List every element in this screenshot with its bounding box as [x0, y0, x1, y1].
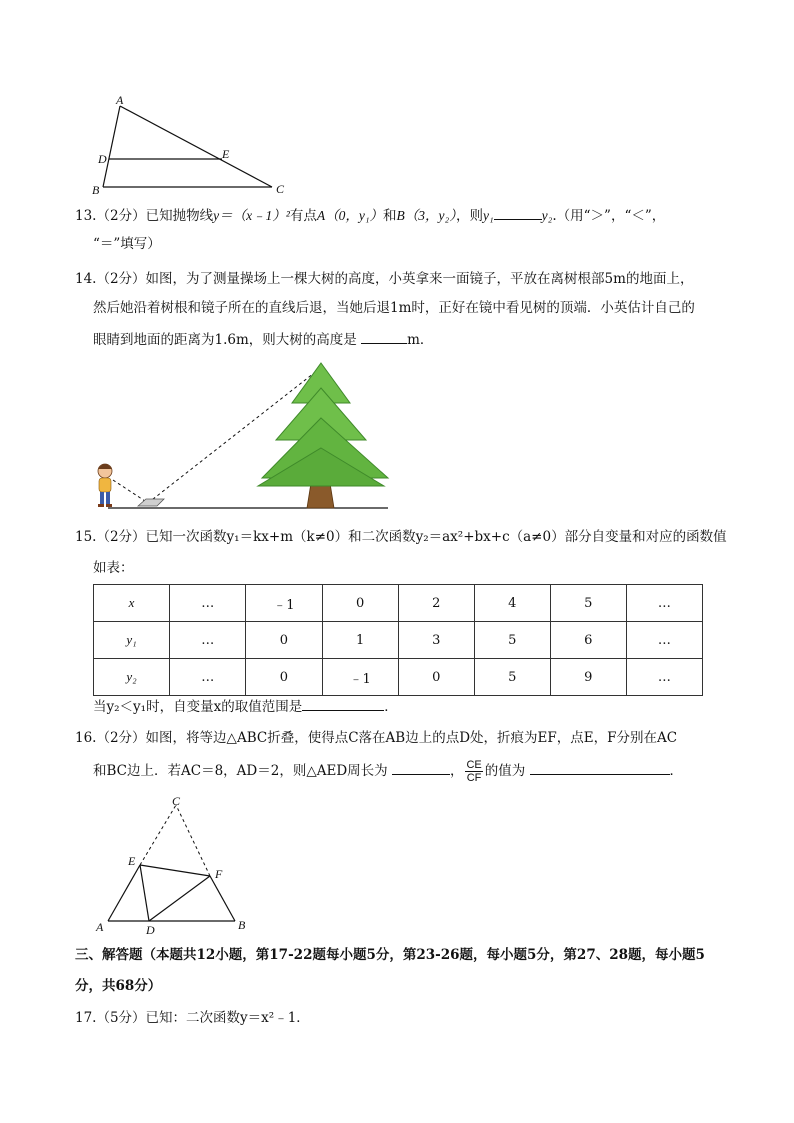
answer-blank[interactable] [361, 329, 407, 344]
answer-blank[interactable] [494, 205, 542, 220]
answer-blank[interactable] [530, 760, 670, 775]
label-B: B [238, 918, 246, 932]
answer-blank[interactable] [392, 760, 450, 775]
fraction-ce-cf: $\frac{CE}{CF}$ [466, 759, 482, 784]
table-cell: 0 [246, 659, 322, 696]
q14-line2: 然后她沿着树根和镜子所在的直线后退，当她后退1m时，正好在镜中看见树的顶端．小英估计自己的 [93, 300, 695, 316]
label-F: F [215, 867, 223, 881]
table-cell: 0 [398, 659, 474, 696]
table-cell: … [626, 622, 702, 659]
table-cell: … [170, 622, 246, 659]
table-cell: 4 [474, 585, 550, 622]
answer-blank[interactable] [302, 696, 384, 711]
q13-line2: “＝”填写） [93, 236, 161, 252]
q16-line2: 和BC边上．若AC＝8，AD＝2，则△AED周长为 ， $\frac{CE}{CF}$ 的值为 ． [93, 759, 684, 784]
mirror [138, 499, 164, 506]
q15-line1: 15.（2分）已知一次函数y₁＝kx+m（k≠0）和二次函数y₂＝ax²+bx+c（a≠0）部分自变量和对应的函数值 [75, 529, 727, 545]
label-B: B [92, 183, 100, 197]
table-cell: 9 [550, 659, 626, 696]
table-cell: 3 [398, 622, 474, 659]
label-C: C [172, 794, 181, 808]
table-cell: 5 [550, 585, 626, 622]
table-cell: ﹣1 [246, 585, 322, 622]
table-row [94, 659, 703, 696]
table-cell: … [170, 585, 246, 622]
table-cell: y₂ [94, 659, 170, 696]
label-A: A [116, 93, 124, 107]
q14-line1: 14.（2分）如图，为了测量操场上一棵大树的高度，小英拿来一面镜子，平放在离树根部5m的地面上， [75, 271, 694, 287]
folded-triangle-figure [92, 795, 262, 935]
q15-line2: 如表： [93, 560, 134, 576]
q17: 17.（5分）已知：二次函数y＝x²﹣1． [75, 1010, 310, 1026]
table-cell: 2 [398, 585, 474, 622]
label-D: D [98, 152, 107, 166]
label-E: E [222, 147, 230, 161]
q13-line1: 13.（2分）已知抛物线y＝（x﹣1）²有点A（0，y₁）和B（3，y₂），则y₁ y₂.（用“＞”，“＜”， [75, 205, 665, 226]
label-D: D [146, 923, 155, 937]
q15-after: 当y₂＜y₁时，自变量x的取值范围是 ． [93, 696, 398, 717]
table-cell: y₁ [94, 622, 170, 659]
label-E: E [128, 854, 136, 868]
table-row [94, 622, 703, 659]
table-cell: … [626, 585, 702, 622]
table-cell: 5 [474, 622, 550, 659]
tree-mirror-figure [88, 358, 398, 518]
q14-line3: 眼睛到地面的距离为1.6m，则大树的高度是 m． [93, 329, 433, 350]
table-cell: 0 [322, 585, 398, 622]
table-cell: … [626, 659, 702, 696]
girl-icon [98, 464, 112, 507]
table-cell: 5 [474, 659, 550, 696]
label-A: A [96, 920, 104, 934]
table-cell: 1 [322, 622, 398, 659]
section3-line1: 三、解答题（本题共12小题，第17-22题每小题5分，第23-26题，每小题5分，第27、28题，每小题5 [75, 947, 705, 963]
table-cell: ﹣1 [322, 659, 398, 696]
triangle-ade-figure [90, 92, 300, 202]
table-cell: … [170, 659, 246, 696]
value-table [93, 584, 703, 696]
table-cell: 6 [550, 622, 626, 659]
section3-line2: 分，共68分） [75, 978, 162, 994]
table-cell: 0 [246, 622, 322, 659]
table-row [94, 585, 703, 622]
tree-icon [258, 363, 388, 508]
q16-line1: 16.（2分）如图，将等边△ABC折叠，使得点C落在AB边上的点D处，折痕为EF，点E，F分别在AC [75, 730, 678, 746]
label-C: C [276, 182, 285, 196]
table-cell: x [94, 585, 170, 622]
